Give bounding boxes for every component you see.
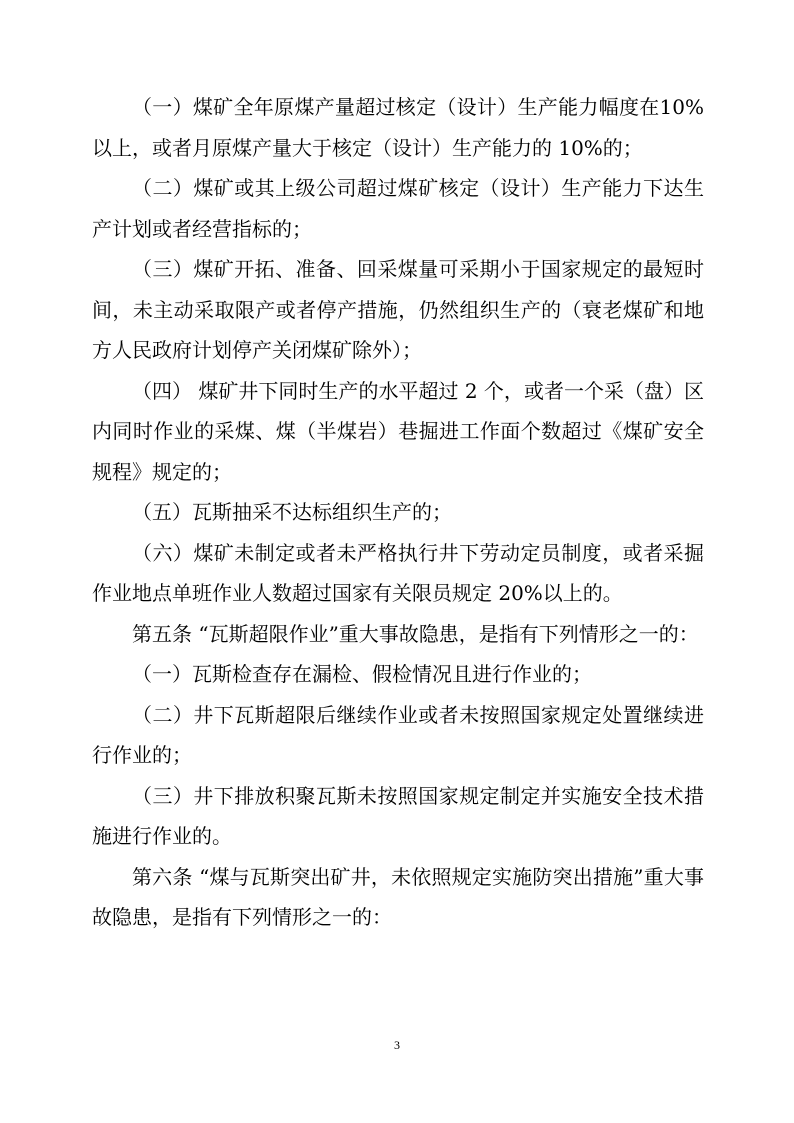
paragraph-item-2: （二）煤矿或其上级公司超过煤矿核定（设计）生产能力下达生产计划或者经营指标的；: [92, 176, 704, 241]
paragraph-item-5: （五）瓦斯抽采不达标组织生产的；: [132, 500, 452, 524]
paragraph-item-3: （三）煤矿开拓、准备、回采煤量可采期小于国家规定的最短时间，未主动采取限产或者停产措施，仍然组织生产的（衰老煤矿和地方人民政府计划停产关闭煤矿除外）；: [92, 257, 704, 362]
paragraph-item-4: （四） 煤矿井下同时生产的水平超过 2 个，或者一个采（盘）区内同时作业的采煤、煤（半煤岩）巷掘进工作面个数超过《煤矿安全规程》规定的；: [92, 378, 704, 484]
article-five-heading: 第五条 “瓦斯超限作业”重大事故隐患，是指有下列情形之一的：: [132, 621, 699, 646]
paragraph-item-9: （三）井下排放积聚瓦斯未按照国家规定制定并实施安全技术措施进行作业的。: [92, 783, 704, 848]
document-body: [92, 87, 704, 938]
article-six-heading: 第六条 “煤与瓦斯突出矿井，未依照规定实施防突出措施”重大事故隐患，是指有下列情形之一的：: [92, 864, 704, 929]
paragraph-item-7: （一）瓦斯检查存在漏检、假检情况且进行作业的；: [132, 662, 592, 686]
page-number: 3: [394, 1038, 400, 1052]
paragraph-item-1: （一）煤矿全年原煤产量超过核定（设计）生产能力幅度在10%以上，或者月原煤产量大于核定（设计）生产能力的 10%的；: [92, 95, 704, 160]
paragraph-item-6: （六）煤矿未制定或者未严格执行井下劳动定员制度，或者采掘作业地点单班作业人数超过国家有关限员规定 20%以上的。: [92, 540, 704, 605]
paragraph-item-8: （二）井下瓦斯超限后继续作业或者未按照国家规定处置继续进行作业的；: [92, 702, 704, 767]
